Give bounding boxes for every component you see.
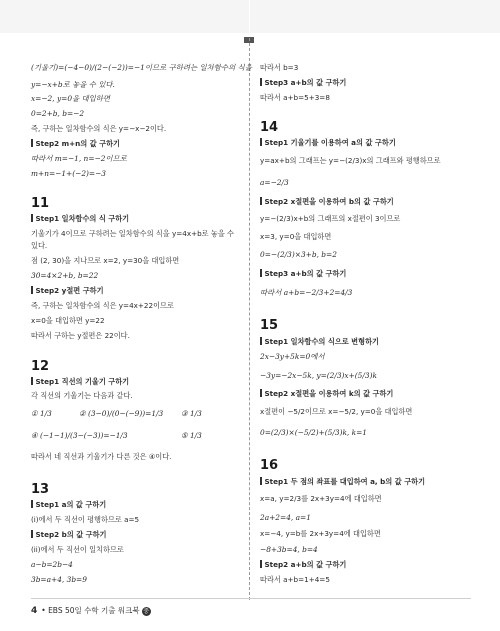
top-margin-left xyxy=(0,0,249,33)
step-heading: Step2 x절편을 이용하여 b의 값 구하기 xyxy=(260,197,394,207)
problem-number: 12 xyxy=(31,359,50,374)
step-heading: Step2 x절편을 이용하여 k의 값 구하기 xyxy=(260,389,393,399)
text-line: m+n=−1+(−2)=−3 xyxy=(31,169,106,178)
option-2: ② (3−0)/(0−(−9))=1/3 xyxy=(79,409,164,418)
column-divider xyxy=(249,38,250,600)
step-heading: Step1 기울기를 이용하여 a의 값 구하기 xyxy=(260,138,396,148)
text-line: 3b=a+4, 3b=9 xyxy=(31,575,87,584)
footer-rule xyxy=(31,598,471,599)
step-heading: Step2 b의 값 구하기 xyxy=(31,530,107,540)
text-line: (ii)에서 두 직선이 일치하므로 xyxy=(31,545,124,554)
problem-number: 15 xyxy=(260,318,279,333)
text-line: 0=(2/3)×(−5/2)+(5/3)k, k=1 xyxy=(260,428,368,437)
option-5: ⑤ 1/3 xyxy=(181,431,202,440)
text-line: −8+3b=4, b=4 xyxy=(260,545,318,554)
text-line: 0=−(2/3)×3+b, b=2 xyxy=(260,250,337,259)
step-heading: Step1 a의 값 구하기 xyxy=(31,500,106,510)
text-line: y=−(2/3)x+b의 그래프의 x절편이 3이므로 xyxy=(260,214,401,223)
step-heading: Step1 직선의 기울기 구하기 xyxy=(31,377,129,387)
text-line: 기울기가 4이므로 구하려는 일차함수의 식을 y=4x+b로 놓을 수 xyxy=(31,229,235,238)
text-line: 따라서 a+b=5+3=8 xyxy=(260,93,330,102)
text-line: 점 (2, 30)을 지나므로 x=2, y=30을 대입하면 xyxy=(31,256,180,265)
text-line: 따라서 b=3 xyxy=(260,63,299,72)
text-line: 따라서 m=−1, n=−2이므로 xyxy=(31,154,127,163)
text-line: 따라서 구하는 y절편은 22이다. xyxy=(31,331,130,340)
option-4: ④ (−1−1)/(3−(−3))=−1/3 xyxy=(31,431,128,440)
problem-number: 11 xyxy=(31,196,50,211)
problem-number: 14 xyxy=(260,120,279,135)
text-line: x=3, y=0을 대입하면 xyxy=(260,232,332,241)
step-heading: Step3 a+b의 값 구하기 xyxy=(260,78,346,88)
text-line: −3y=−2x−5k, y=(2/3)x+(5/3)k xyxy=(260,371,377,380)
step-heading: Step2 m+n의 값 구하기 xyxy=(31,139,120,149)
step-heading: Step2 y절편 구하기 xyxy=(31,286,104,296)
text-line: 있다. xyxy=(31,241,48,250)
step-heading: Step1 두 점의 좌표를 대입하여 a, b의 값 구하기 xyxy=(260,477,425,487)
option-1: ① 1/3 xyxy=(31,409,52,418)
text-line: 따라서 네 직선과 기울기가 다른 것은 ④이다. xyxy=(31,452,172,461)
text-line: (i)에서 두 직선이 평행하므로 a=5 xyxy=(31,515,140,524)
text-line: x=−4, y=b를 2x+3y=4에 대입하면 xyxy=(260,529,381,538)
step-heading: Step3 a+b의 값 구하기 xyxy=(260,269,346,279)
footer-title: • EBS 50일 수학 기출 워크북 xyxy=(41,606,140,615)
text-line: 2x−3y+5k=0에서 xyxy=(260,352,325,361)
step-heading: Step2 a+b의 값 구하기 xyxy=(260,560,346,570)
text-line: 즉, 구하는 일차함수의 식은 y=4x+22이므로 xyxy=(31,301,174,310)
text-line: y=−x+b로 놓을 수 있다. xyxy=(31,80,115,89)
text-line: 0=2+b, b=−2 xyxy=(31,109,85,118)
text-line: 2a+2=4, a=1 xyxy=(260,513,311,522)
text-line: 30=4×2+b, b=22 xyxy=(31,271,99,280)
text-line: 따라서 a+b=1+4=5 xyxy=(260,575,330,584)
step-heading: Step1 일차함수의 식으로 변형하기 xyxy=(260,337,379,347)
problem-number: 16 xyxy=(260,458,279,473)
level-badge: 중 xyxy=(143,608,150,615)
problem-number: 13 xyxy=(31,482,50,497)
top-margin-right xyxy=(250,0,500,33)
text-line: x=0을 대입하면 y=22 xyxy=(31,316,105,325)
text-line: (기울기)=(−4−0)/(2−(−2))=−1이므로 구하려는 일차함수의 식을 xyxy=(31,63,252,72)
text-line: x=a, y=2/3를 2x+3y=4에 대입하면 xyxy=(260,494,382,503)
page-number: 4 xyxy=(31,606,38,616)
page-footer xyxy=(31,605,151,616)
text-line: a−b=2b−4 xyxy=(31,560,73,569)
text-line: x=−2, y=0을 대입하면 xyxy=(31,94,111,103)
step-heading: Step1 일차함수의 식 구하기 xyxy=(31,214,129,224)
text-line: x절편이 −5/2이므로 x=−5/2, y=0을 대입하면 xyxy=(260,407,413,416)
option-3: ③ 1/3 xyxy=(181,409,202,418)
text-line: 따라서 a+b=−2/3+2=4/3 xyxy=(260,288,353,297)
text-line: 즉, 구하는 일차함수의 식은 y=−x−2이다. xyxy=(31,124,167,133)
text-line: y=ax+b의 그래프는 y=−(2/3)x의 그래프와 평행하므로 xyxy=(260,156,441,165)
text-line: 각 직선의 기울기는 다음과 같다. xyxy=(31,391,133,400)
text-line: a=−2/3 xyxy=(260,178,289,187)
